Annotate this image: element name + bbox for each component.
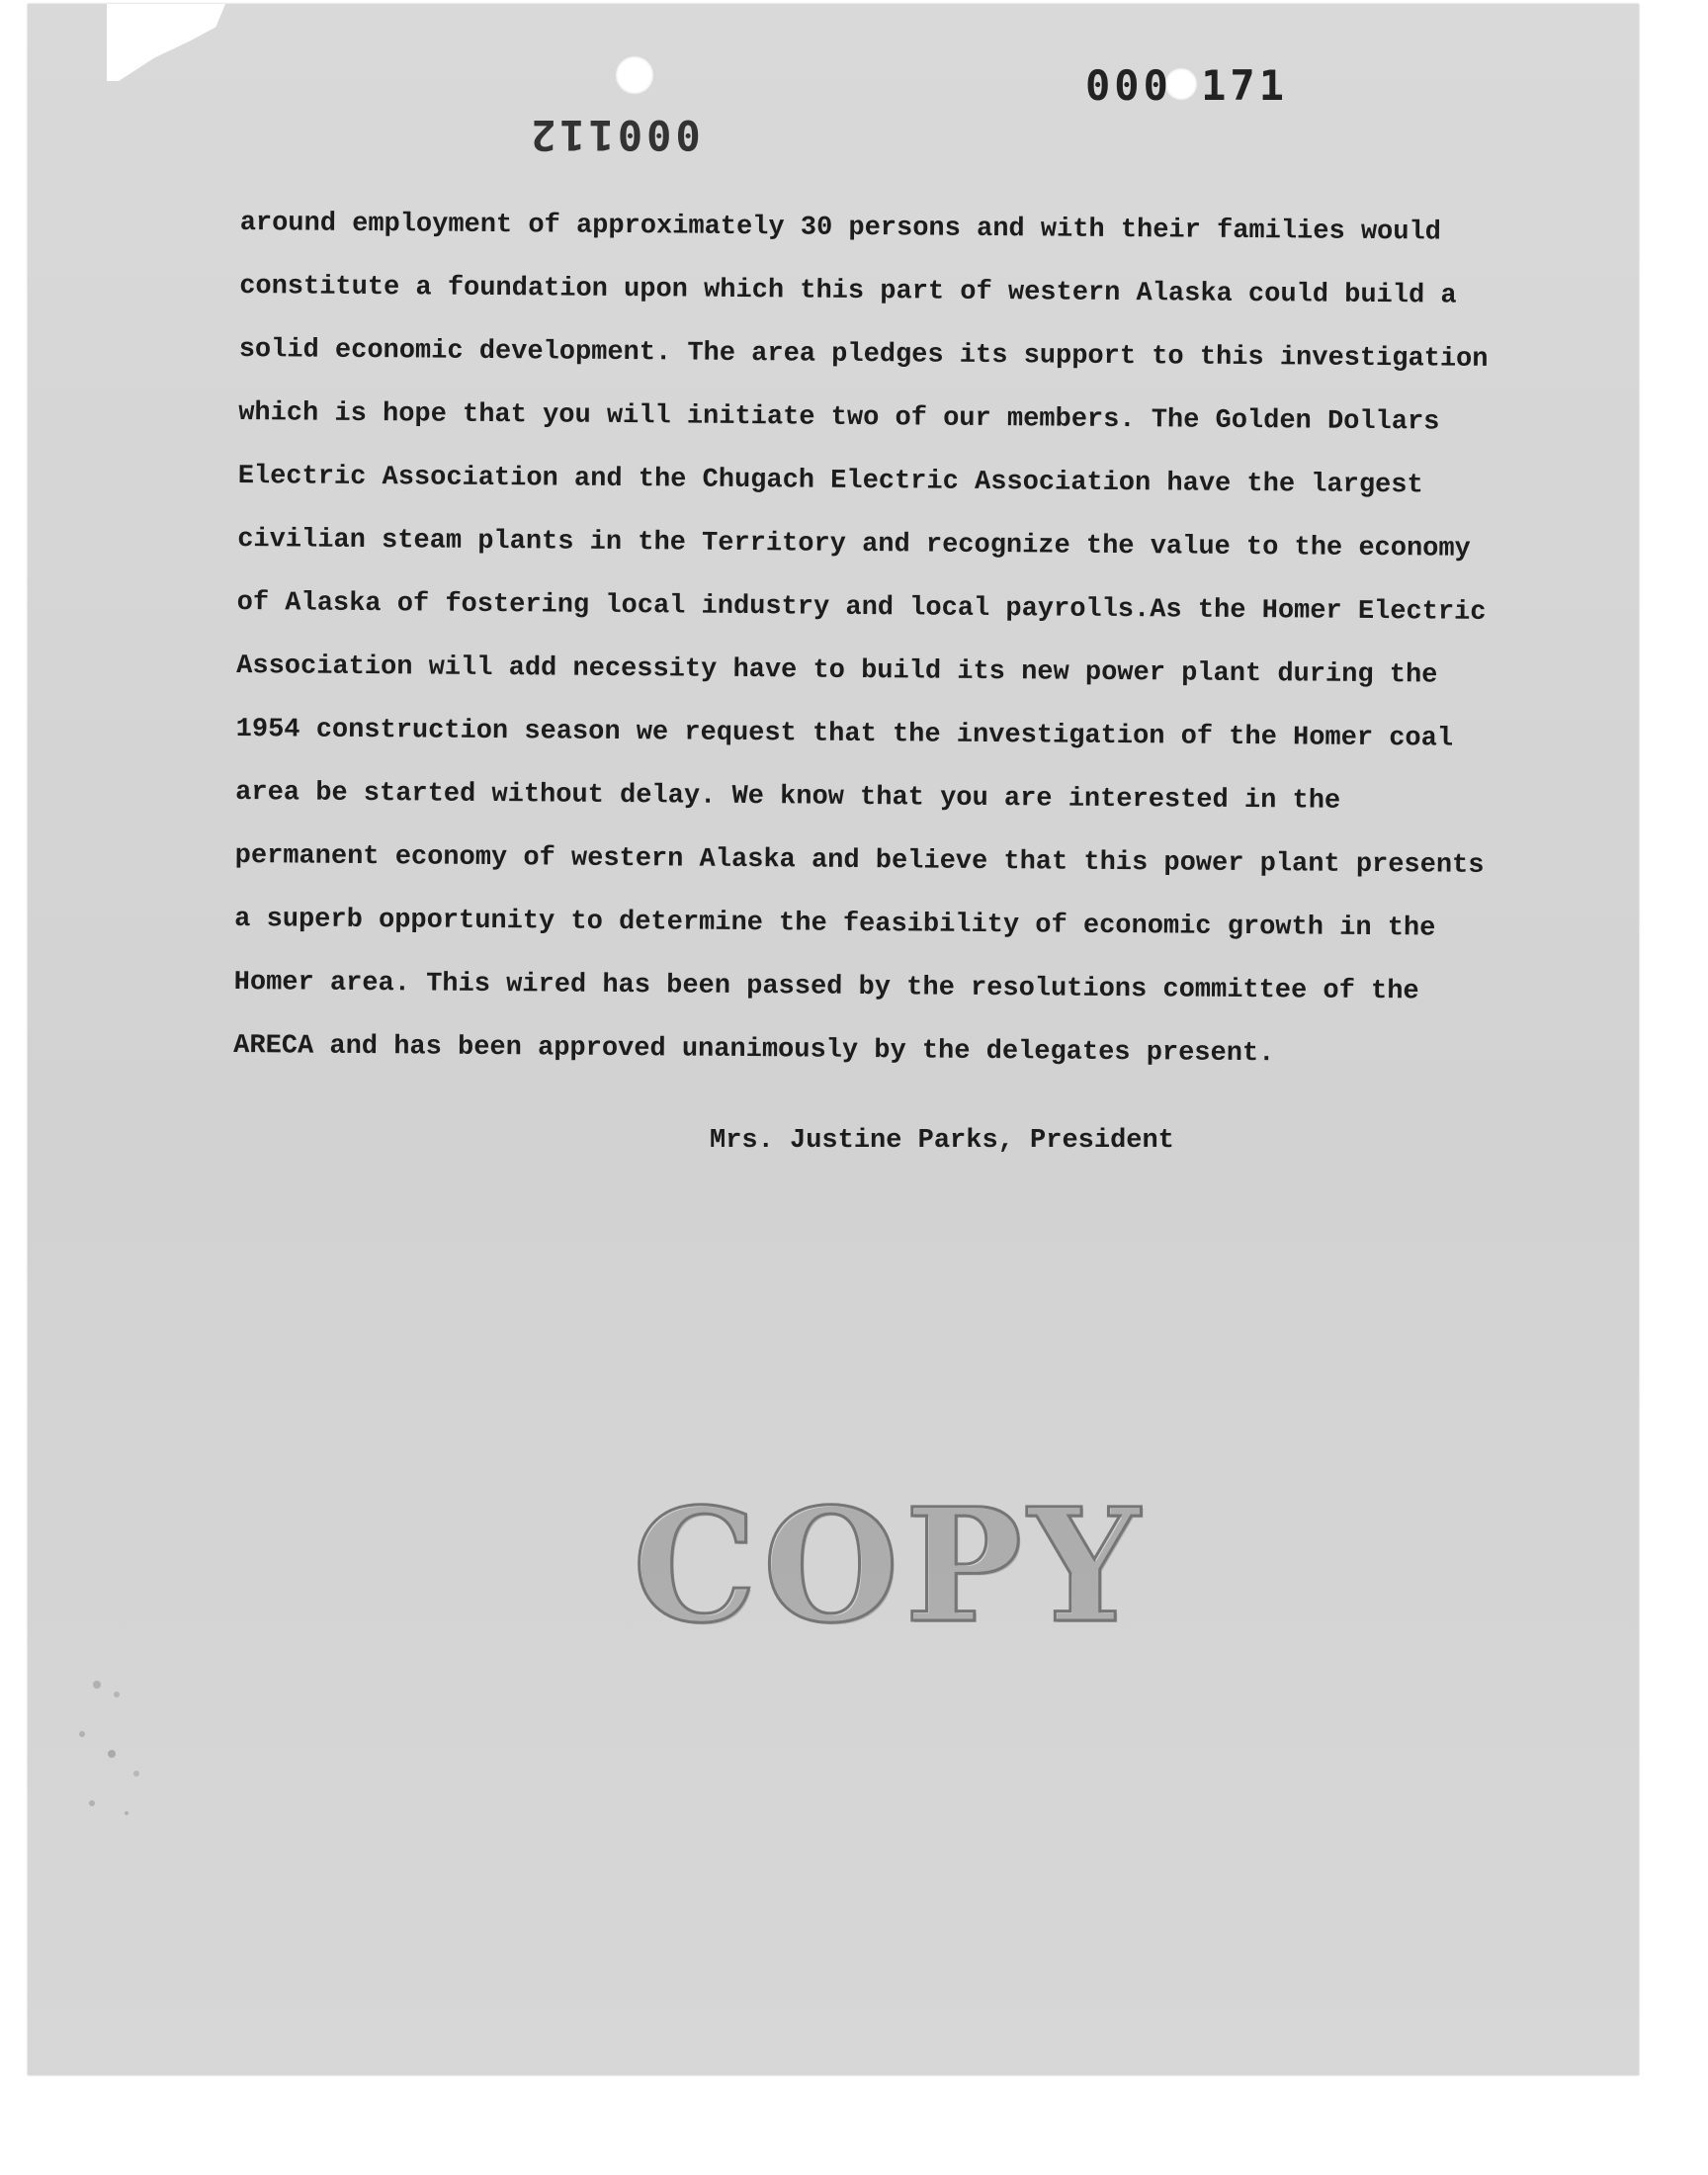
body-line: area be started without delay. We know that you are interested in the (235, 777, 1341, 817)
body-line: which is hope that you will initiate two of our members. The Golden Dollars (238, 397, 1440, 438)
document-sheet (28, 4, 1639, 2075)
body-line: civilian steam plants in the Territory and recognize the value to the economy (237, 524, 1471, 565)
punch-hole (615, 55, 654, 95)
copy-stamp: COPY (633, 1475, 1146, 1658)
letter-body (233, 192, 1565, 1088)
body-line: 1954 construction season we request that the investigation of the Homer coal (235, 714, 1454, 754)
margin-smudge (57, 1665, 176, 1833)
smudge-marks-graphic (57, 1665, 176, 1833)
torn-corner (107, 4, 225, 81)
body-line: Association will add necessity have to build its new power plant during the (236, 651, 1438, 691)
body-line: around employment of approximately 30 persons and with their families would (239, 208, 1442, 248)
body-line: ARECA and has been approved unanimously by the delegates present. (233, 1030, 1275, 1070)
body-line: permanent economy of western Alaska and believe that this power plant presents (234, 840, 1485, 881)
body-line: Homer area. This wired has been passed by the resolutions committee of the (233, 967, 1419, 1007)
page-number-stamp: 000 171 (1085, 61, 1289, 110)
body-line: a superb opportunity to determine the feasibility of economic growth in the (234, 904, 1436, 944)
body-line: constitute a foundation upon which this part of western Alaska could build a (239, 271, 1457, 311)
page-number-stamp-inverted: 000112 (527, 111, 701, 159)
body-line: solid economic development. The area pledges its support to this investigation (238, 334, 1489, 375)
body-line: of Alaska of fostering local industry and local payrolls.As the Homer Electric (236, 587, 1487, 628)
signature-line: Mrs. Justine Parks, President (710, 1126, 1174, 1156)
body-line: Electric Association and the Chugach Electric Association have the largest (237, 461, 1423, 501)
